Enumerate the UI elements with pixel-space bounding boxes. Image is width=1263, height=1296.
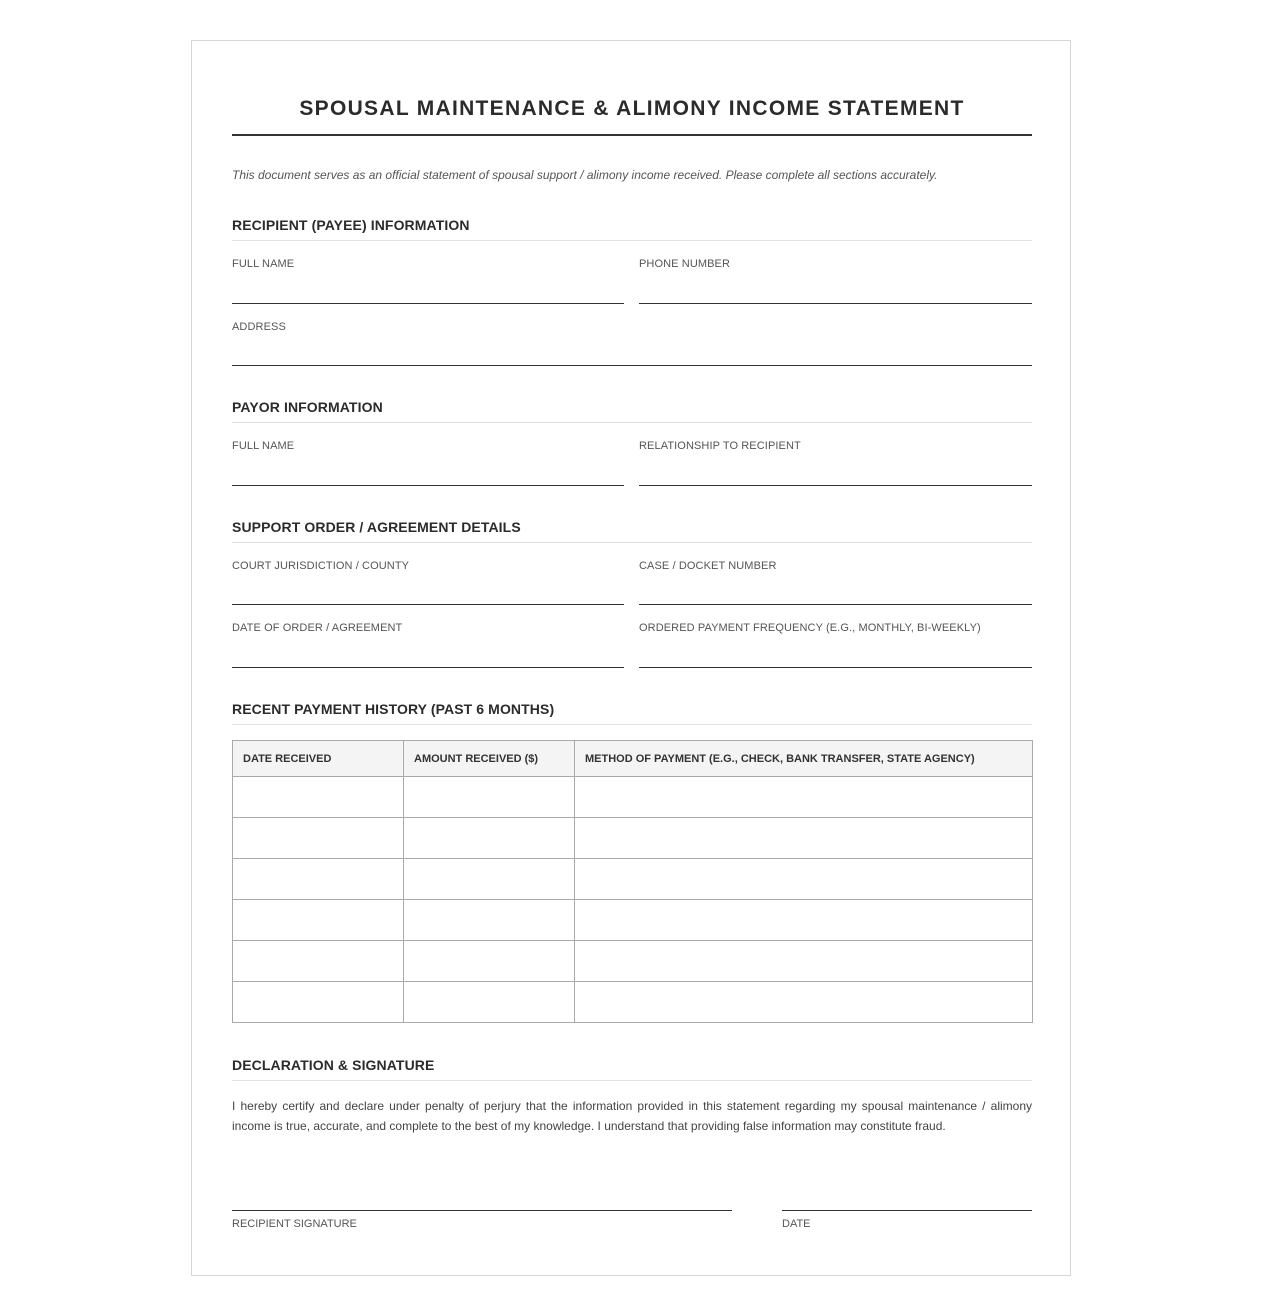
court-jurisdiction-field[interactable] [232,604,624,605]
amount-cell[interactable] [404,900,575,941]
amount-cell[interactable] [404,859,575,900]
order-date-field[interactable] [232,667,624,668]
signature-label: RECIPIENT SIGNATURE [232,1218,357,1230]
recipient-full-name-label: FULL NAME [232,258,295,270]
table-row [233,859,1033,900]
date-cell[interactable] [233,818,404,859]
section-divider [232,422,1032,423]
recipient-full-name-field[interactable] [232,303,624,304]
payment-history-table [232,740,1033,1023]
date-cell[interactable] [233,941,404,982]
method-cell[interactable] [575,859,1033,900]
section-divider [232,1080,1032,1081]
document-page [191,40,1071,1276]
order-section-heading: SUPPORT ORDER / AGREEMENT DETAILS [232,519,521,535]
column-header-amount: AMOUNT RECEIVED ($) [404,741,575,777]
payor-full-name-field[interactable] [232,485,624,486]
section-divider [232,240,1032,241]
table-row [233,900,1033,941]
date-cell[interactable] [233,859,404,900]
court-jurisdiction-label: COURT JURISDICTION / COUNTY [232,560,410,572]
signature-field[interactable] [232,1210,732,1211]
signature-date-label: DATE [782,1218,811,1230]
date-cell[interactable] [233,982,404,1023]
intro-text: This document serves as an official statement of spousal support / alimony income received. Please complete all sections accurately. [232,168,938,182]
method-cell[interactable] [575,900,1033,941]
payment-frequency-field[interactable] [639,667,1032,668]
recipient-phone-field[interactable] [639,303,1032,304]
document-title: SPOUSAL MAINTENANCE & ALIMONY INCOME STATEMENT [299,97,965,120]
payor-relationship-field[interactable] [639,485,1032,486]
section-divider [232,724,1032,725]
order-date-label: DATE OF ORDER / AGREEMENT [232,622,403,634]
declaration-text: I hereby certify and declare under penalty of perjury that the information provided in this statement regarding my spousal maintenance / alimony income is true, accurate, and complete to the best of my knowledge. I understand that providing false information may constitute fraud. [232,1099,1032,1133]
payor-relationship-label: RELATIONSHIP TO RECIPIENT [639,440,801,452]
table-header-row [233,741,1033,777]
payor-section-heading: PAYOR INFORMATION [232,399,383,415]
amount-cell[interactable] [404,982,575,1023]
declaration-section-heading: DECLARATION & SIGNATURE [232,1057,435,1073]
signature-date-field[interactable] [782,1210,1032,1211]
method-cell[interactable] [575,777,1033,818]
recipient-section-heading: RECIPIENT (PAYEE) INFORMATION [232,217,470,233]
column-header-method: METHOD OF PAYMENT (E.G., CHECK, BANK TRANSFER, STATE AGENCY) [575,741,1033,777]
title-divider [232,134,1032,136]
payor-full-name-label: FULL NAME [232,440,295,452]
recipient-address-label: ADDRESS [232,321,286,333]
recipient-address-field[interactable] [232,365,1032,366]
date-cell[interactable] [233,777,404,818]
amount-cell[interactable] [404,777,575,818]
recipient-phone-label: PHONE NUMBER [639,258,731,270]
section-divider [232,542,1032,543]
date-cell[interactable] [233,900,404,941]
history-section-heading: RECENT PAYMENT HISTORY (PAST 6 MONTHS) [232,701,555,717]
amount-cell[interactable] [404,818,575,859]
table-row [233,818,1033,859]
method-cell[interactable] [575,818,1033,859]
table-row [233,777,1033,818]
table-row [233,982,1033,1023]
payment-frequency-label: ORDERED PAYMENT FREQUENCY (E.G., MONTHLY, BI-WEEKLY) [639,622,981,634]
table-row [233,941,1033,982]
method-cell[interactable] [575,982,1033,1023]
case-number-label: CASE / DOCKET NUMBER [639,560,777,572]
case-number-field[interactable] [639,604,1032,605]
method-cell[interactable] [575,941,1033,982]
column-header-date: DATE RECEIVED [233,741,404,777]
amount-cell[interactable] [404,941,575,982]
